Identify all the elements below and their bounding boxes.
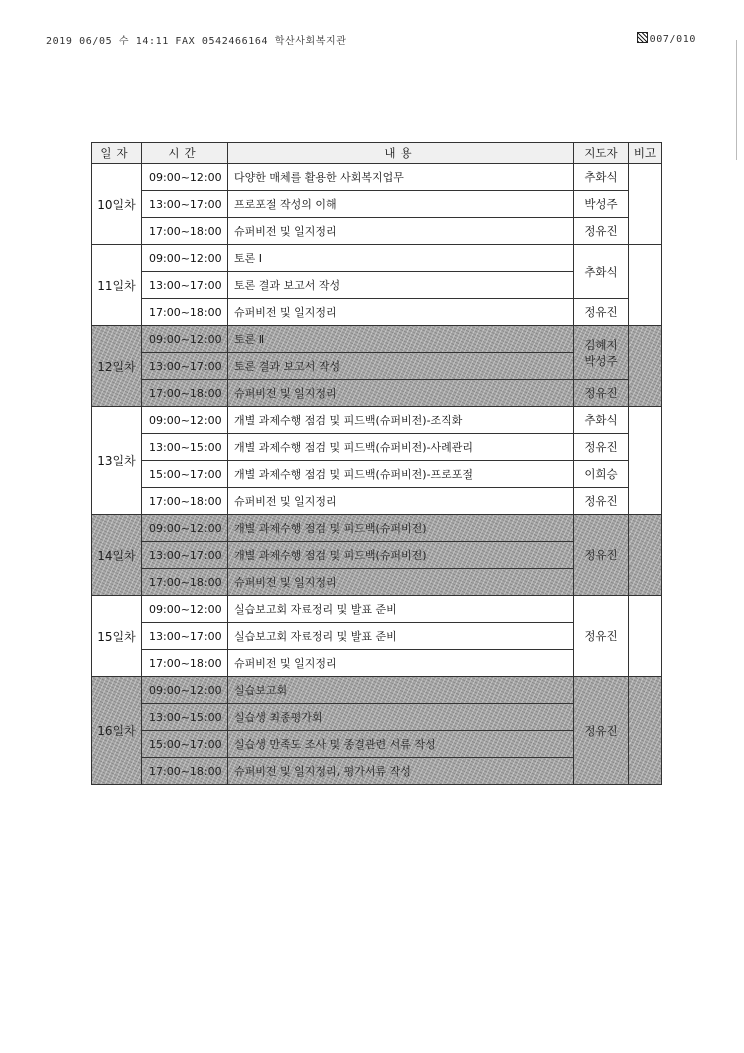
instructor-cell: 추화식 [574, 164, 629, 191]
time-cell: 17:00~18:00 [142, 218, 228, 245]
header-time: 시간 [142, 143, 228, 164]
day-cell: 13일차 [92, 407, 142, 515]
note-cell [629, 677, 662, 785]
time-cell: 15:00~17:00 [142, 731, 228, 758]
instructor-cell: 이희승 [574, 461, 629, 488]
day-cell: 14일차 [92, 515, 142, 596]
content-cell: 토론 Ⅱ [228, 326, 574, 353]
time-cell: 17:00~18:00 [142, 758, 228, 785]
instructor-cell: 정유진 [574, 677, 629, 785]
table-header-row [92, 143, 662, 164]
time-cell: 09:00~12:00 [142, 596, 228, 623]
instructor-cell: 정유진 [574, 515, 629, 596]
header-instructor: 지도자 [574, 143, 629, 164]
note-cell [629, 596, 662, 677]
content-cell: 토론 Ⅰ [228, 245, 574, 272]
note-cell [629, 326, 662, 407]
instructor-name: 김혜지 [584, 337, 618, 352]
content-cell: 개별 과제수행 점검 및 피드백(슈퍼비전)-조직화 [228, 407, 574, 434]
instructor-cell: 정유진 [574, 434, 629, 461]
instructor-name: 박성주 [584, 353, 618, 368]
time-cell: 13:00~17:00 [142, 542, 228, 569]
instructor-cell [574, 326, 629, 380]
content-cell: 실습생 최종평가회 [228, 704, 574, 731]
scan-edge-line [736, 40, 737, 160]
table-row [92, 407, 662, 434]
content-cell: 개별 과제수행 점검 및 피드백(슈퍼비전)-프로포절 [228, 461, 574, 488]
content-cell: 실습보고회 [228, 677, 574, 704]
time-cell: 09:00~12:00 [142, 326, 228, 353]
content-cell: 토론 결과 보고서 작성 [228, 272, 574, 299]
instructor-cell: 정유진 [574, 299, 629, 326]
header-day: 일자 [92, 143, 142, 164]
note-cell [629, 245, 662, 326]
content-cell: 슈퍼비전 및 일지정리 [228, 299, 574, 326]
time-cell: 13:00~17:00 [142, 191, 228, 218]
time-cell: 09:00~12:00 [142, 515, 228, 542]
table-row [92, 677, 662, 704]
header-note: 비고 [629, 143, 662, 164]
time-cell: 13:00~17:00 [142, 272, 228, 299]
content-cell: 슈퍼비전 및 일지정리 [228, 218, 574, 245]
fax-header [46, 32, 696, 48]
table-row [92, 488, 662, 515]
day-cell: 11일차 [92, 245, 142, 326]
time-cell: 17:00~18:00 [142, 488, 228, 515]
note-cell [629, 515, 662, 596]
content-cell: 프로포절 작성의 이해 [228, 191, 574, 218]
time-cell: 17:00~18:00 [142, 299, 228, 326]
content-cell: 다양한 매체를 활용한 사회복지업무 [228, 164, 574, 191]
content-cell: 슈퍼비전 및 일지정리 [228, 569, 574, 596]
time-cell: 17:00~18:00 [142, 569, 228, 596]
day-cell: 16일차 [92, 677, 142, 785]
day-cell: 12일차 [92, 326, 142, 407]
fax-mark-icon [637, 32, 648, 43]
time-cell: 13:00~17:00 [142, 353, 228, 380]
fax-header-info: 2019 06/05 수 14:11 FAX 0542466164 학산사회복지관 [46, 36, 347, 47]
content-cell: 슈퍼비전 및 일지정리, 평가서류 작성 [228, 758, 574, 785]
time-cell: 13:00~15:00 [142, 704, 228, 731]
instructor-cell: 정유진 [574, 380, 629, 407]
table-row [92, 326, 662, 353]
time-cell: 17:00~18:00 [142, 650, 228, 677]
time-cell: 17:00~18:00 [142, 380, 228, 407]
note-cell [629, 164, 662, 245]
content-cell: 슈퍼비전 및 일지정리 [228, 380, 574, 407]
time-cell: 13:00~15:00 [142, 434, 228, 461]
table-row [92, 380, 662, 407]
table-row [92, 218, 662, 245]
instructor-cell: 정유진 [574, 218, 629, 245]
content-cell: 슈퍼비전 및 일지정리 [228, 488, 574, 515]
schedule-table [91, 142, 662, 785]
instructor-cell: 정유진 [574, 596, 629, 677]
day-cell: 10일차 [92, 164, 142, 245]
time-cell: 13:00~17:00 [142, 623, 228, 650]
content-cell: 실습보고회 자료정리 및 발표 준비 [228, 623, 574, 650]
instructor-cell: 박성주 [574, 191, 629, 218]
content-cell: 개별 과제수행 점검 및 피드백(슈퍼비전) [228, 542, 574, 569]
time-cell: 09:00~12:00 [142, 245, 228, 272]
time-cell: 15:00~17:00 [142, 461, 228, 488]
time-cell: 09:00~12:00 [142, 164, 228, 191]
content-cell: 슈퍼비전 및 일지정리 [228, 650, 574, 677]
table-row [92, 434, 662, 461]
table-row [92, 191, 662, 218]
content-cell: 토론 결과 보고서 작성 [228, 353, 574, 380]
table-row [92, 245, 662, 272]
content-cell: 개별 과제수행 점검 및 피드백(슈퍼비전)-사례관리 [228, 434, 574, 461]
content-cell: 실습생 만족도 조사 및 종결관련 서류 작성 [228, 731, 574, 758]
table-row [92, 164, 662, 191]
content-cell: 실습보고회 자료정리 및 발표 준비 [228, 596, 574, 623]
table-row [92, 596, 662, 623]
table-row [92, 515, 662, 542]
time-cell: 09:00~12:00 [142, 677, 228, 704]
fax-page-text: 007/010 [649, 34, 696, 45]
day-cell: 15일차 [92, 596, 142, 677]
instructor-cell: 추화식 [574, 245, 629, 299]
fax-page-number [637, 32, 696, 45]
content-cell: 개별 과제수행 점검 및 피드백(슈퍼비전) [228, 515, 574, 542]
instructor-cell: 추화식 [574, 407, 629, 434]
table-row [92, 299, 662, 326]
table-row [92, 461, 662, 488]
header-content: 내용 [228, 143, 574, 164]
instructor-cell: 정유진 [574, 488, 629, 515]
time-cell: 09:00~12:00 [142, 407, 228, 434]
note-cell [629, 407, 662, 515]
